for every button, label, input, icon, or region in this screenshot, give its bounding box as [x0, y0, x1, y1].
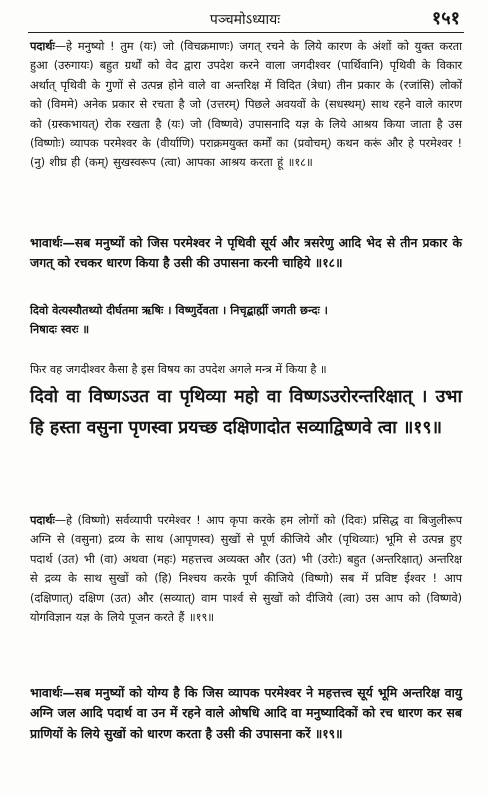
padartha-19-label: पदार्थः	[30, 513, 55, 527]
bhavartha-18-text: —सब मनुष्यों को जिस परमेश्वर ने पृथिवी सूर्य और त्रसरेणु आदि भेद से तीन प्रकार के जगत् को रचकर धारण किया है उसी की उपासना करनी चाहिये ॥१८॥	[30, 235, 462, 271]
padartha-18	[30, 37, 462, 173]
mantra-19: दिवो वा विष्णऽउत वा पृथिव्या महो वा विष्णऽउरोरन्तरिक्षात् । उभा हि हस्ता वसुना पृणस्वा प्रयच्छ दक्षिणादोत सव्याद्विष्णवे त्वा ॥१९॥	[30, 387, 462, 438]
padartha-18-label: पदार्थः	[30, 39, 55, 53]
verse-19-intro: फिर वह जगदीश्वर कैसा है इस विषय का उपदेश अगले मन्त्र में किया है ॥	[30, 363, 327, 376]
bhavartha-18	[30, 233, 462, 274]
chapter-title: पञ्चमोऽध्यायः	[209, 12, 281, 28]
bhavartha-19	[30, 683, 462, 744]
page-header	[30, 6, 460, 32]
header-rule	[28, 32, 464, 33]
bhavartha-19-text: —सब मनुष्यों को योग्य है कि जिस व्यापक परमेश्वर ने महत्तत्त्व सूर्य भूमि अन्तरिक्ष वायु अग्नि जल आदि पदार्थ वा उन में रहने वाले ओषधि आदि वा मनुष्यादिकों को रच धारण कर सब प्राणियों के लिये सुखों को धारण करता है उसी की उपासना करें ॥१९॥	[30, 685, 462, 741]
bhavartha-18-label: भावार्थः	[30, 235, 63, 250]
padartha-19-text: —हे (विष्णो) सर्वव्यापी परमेश्वर ! आप कृपा करके हम लोगों को (दिवः) प्रसिद्ध वा बिजुलीरूप अग्नि से (वसुना) द्रव्य के साथ (आपृणस्व) सुखों से पूर्ण कीजिये और (पृथिव्याः) भूमि से उत्पन्न हुए पदार्थ (उत) भी (वा) अथवा (महः) महत्तत्त्व अव्यक्त और (उत) भी (उरोः) बहुत (अन्तरिक्षात्) अन्तरिक्ष से द्रव्य के साथ सुखों को (हि) निश्चय करके पूर्ण कीजिये (विष्णो) सब में प्रविष्ट ईश्वर ! आप (दक्षिणात्) दक्षिण (उत) और (सव्यात्) वाम पार्श्व से सुखों को दीजिये (त्वा) उस आप को (विष्णवे) योगविज्ञान यज्ञ के लिये पूजन करते हैं ॥१९॥	[30, 513, 462, 625]
padartha-19	[30, 511, 462, 627]
verse-19-meta	[30, 301, 462, 339]
padartha-18-text: —हे मनुष्यो ! तुम (यः) जो (विचक्रमाणः) जगत् रचने के लिये कारण के अंशों को युक्त करता हुआ (उरुगायः) बहुत ग्रर्थों को वेद द्वारा उपदेश करने वाला जगदीश्वर (पार्थिवानि) पृथिवी के विकार अर्थात् पृथिवी के गुणों से उत्पन्न होने वाले वा अन्तरिक्ष में विदित (त्रेधा) तीन प्रकार के (रजांसि) लोकों को (विममे) अनेक प्रकार से रचता है जो (उत्तरम्) पिछले अवयवों के (सधस्थम्) साथ रहने वाले कारण को (ग्रस्कभायत्) रोक रखता है (यः) जो (विष्णवे) उपासनादि यज्ञ के लिये आश्रय किया जाता है उस (विष्णोः) व्यापक परमेश्वर के (वीर्याणि) पराक्रमयुक्त कर्मों का (प्रवोचम्) कथन करूं और हे परमेश्वर ! (नु) शीघ्र ही (कम्) सुखस्वरूप (त्वा) आपका आश्रय करता हूं ॥१८॥	[30, 39, 462, 170]
page-number: १५१	[431, 8, 460, 29]
svara: निषादः स्वरः ॥	[30, 323, 90, 336]
rishi-devata-chhanda: दिवो वेत्यस्यौतथ्यो दीर्घतमा ऋषिः । विष्णुर्देवता । निचृद्बार्ह्मी जगती छन्दः ।	[30, 304, 328, 317]
bhavartha-19-label: भावार्थः	[30, 685, 63, 700]
